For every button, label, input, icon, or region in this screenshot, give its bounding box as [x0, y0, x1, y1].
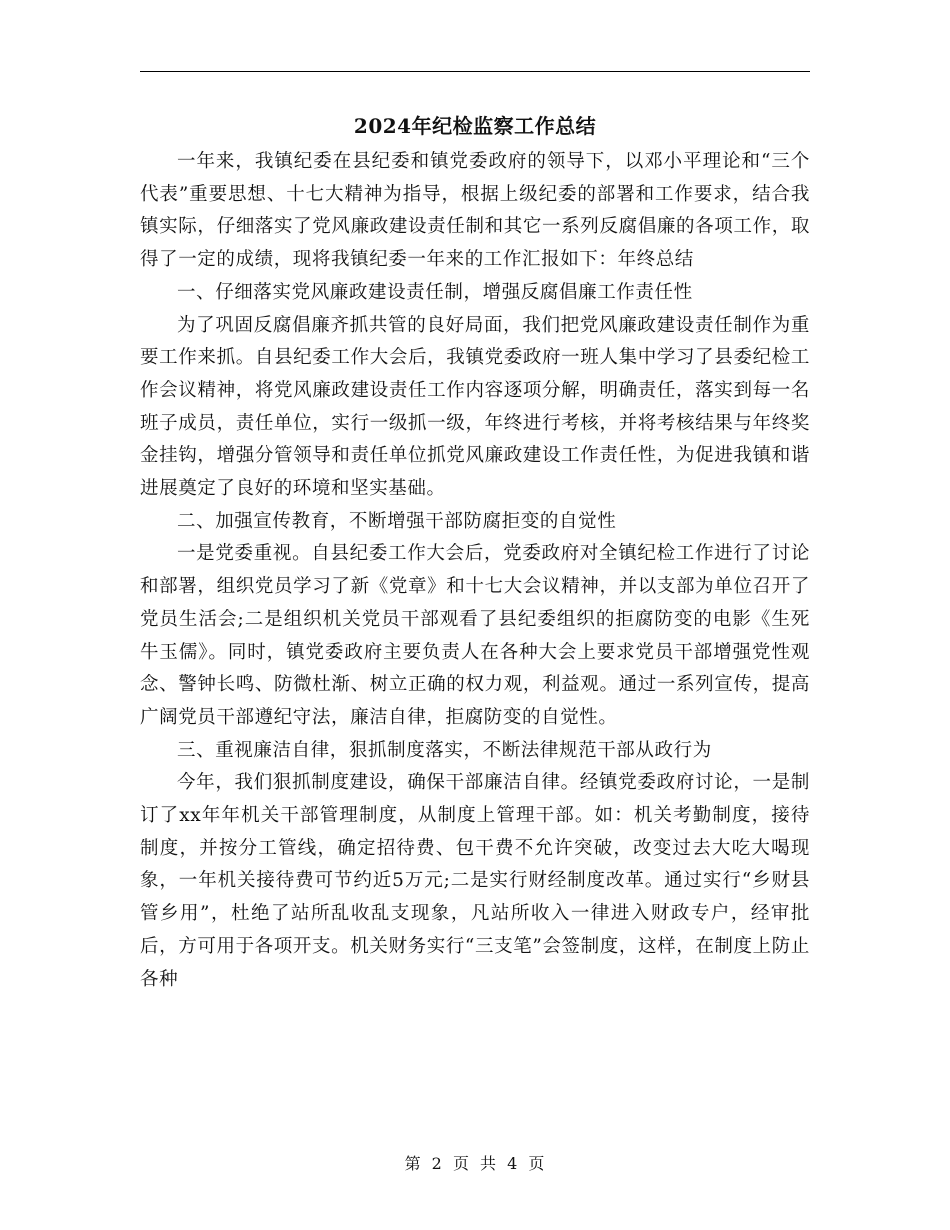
section-heading-2: 二、加强宣传教育，不断增强干部防腐拒变的自觉性	[177, 510, 617, 532]
document-body	[140, 146, 810, 996]
intro-paragraph: 一年来，我镇纪委在县纪委和镇党委政府的领导下，以邓小平理论和“三个代表”重要思想、十七大精神为指导，根据上级纪委的部署和工作要求，结合我镇实际，仔细落实了党风廉政建设责任制和其它一系列反腐倡廉的各项工作，取得了一定的成绩，现将我镇纪委一年来的工作汇报如下：年终总结	[140, 151, 810, 271]
header-rule	[140, 71, 810, 72]
section-heading-3: 三、重视廉洁自律，狠抓制度落实，不断法律规范干部从政行为	[177, 739, 712, 761]
section-paragraph-3: 今年，我们狠抓制度建设，确保干部廉洁自律。经镇党委政府讨论，一是制订了xx年年机关干部管理制度，从制度上管理干部。如：机关考勤制度，接待制度，并按分工管线，确定招待费、包干费不允许突破，改变过去大吃大喝现象，一年机关接待费可节约近5万元;二是实行财经制度改革。通过实行“乡财县管乡用”，杜绝了站所乱收乱支现象，凡站所收入一律进入财政专户，经审批后，方可用于各项开支。机关财务实行“三支笔”会签制度，这样，在制度上防止各种	[140, 772, 810, 990]
document-title: 2024年纪检监察工作总结	[353, 114, 597, 138]
section-paragraph-1: 为了巩固反腐倡廉齐抓共管的良好局面，我们把党风廉政建设责任制作为重要工作来抓。自县纪委工作大会后，我镇党委政府一班人集中学习了县委纪检工作会议精神，将党风廉政建设责任工作内容逐项分解，明确责任，落实到每一名班子成员，责任单位，实行一级抓一级，年终进行考核，并将考核结果与年终奖金挂钩，增强分管领导和责任单位抓党风廉政建设工作责任性，为促进我镇和谐进展奠定了良好的环境和坚实基础。	[140, 314, 810, 500]
section-heading-1: 一、仔细落实党风廉政建设责任制，增强反腐倡廉工作责任性	[177, 281, 693, 303]
page-number-footer: 第 2 页 共 4 页	[404, 1154, 546, 1173]
section-paragraph-2: 一是党委重视。自县纪委工作大会后，党委政府对全镇纪检工作进行了讨论和部署，组织党员学习了新《党章》和十七大会议精神，并以支部为单位召开了党员生活会;二是组织机关党员干部观看了县纪委组织的拒腐防变的电影《生死牛玉儒》。同时，镇党委政府主要负责人在各种大会上要求党员干部增强党性观念、警钟长鸣、防微杜渐、树立正确的权力观，利益观。通过一系列宣传，提高广阔党员干部遵纪守法，廉洁自律，拒腐防变的自觉性。	[140, 543, 810, 728]
